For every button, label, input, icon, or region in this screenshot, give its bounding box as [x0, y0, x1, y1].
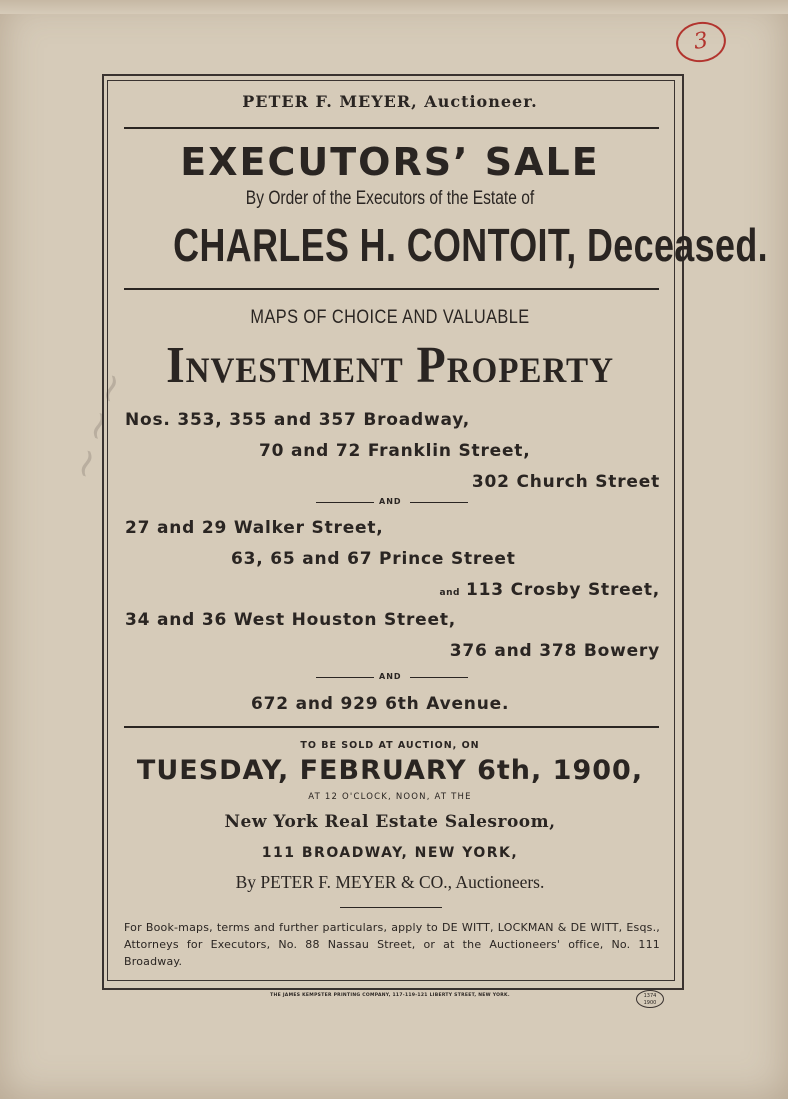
separator-dash-left-2 — [316, 677, 374, 678]
pencil-marginal-note: ~~~ — [59, 359, 140, 487]
property-west-houston: 34 and 36 West Houston Street, — [125, 610, 457, 630]
investment-property-heading: Investment Property — [166, 337, 614, 394]
separator-dash-right-1 — [410, 502, 468, 503]
property-franklin: 70 and 72 Franklin Street, — [259, 441, 531, 461]
estate-name: CHARLES H. CONTOIT, Deceased. — [173, 219, 768, 271]
separator-dash-left-1 — [316, 502, 374, 503]
auctioneer-heading: PETER F. MEYER, Auctioneer. — [242, 92, 538, 111]
property-walker: 27 and 29 Walker Street, — [125, 518, 384, 538]
salesroom-address: 111 BROADWAY, NEW YORK, — [261, 845, 519, 861]
property-crosby-text: 113 Crosby Street, — [465, 580, 660, 600]
printer-imprint: THE JAMES KEMPSTER PRINTING COMPANY, 117-119-121 LIBERTY STREET, NEW YORK. — [270, 993, 510, 998]
rule-estate — [124, 288, 659, 290]
property-crosby — [440, 580, 660, 600]
to-be-sold-line: TO BE SOLD AT AUCTION, ON — [300, 740, 480, 751]
lot-number-circle: 3 — [673, 19, 728, 66]
sale-headline: EXECUTORS’ SALE — [180, 140, 600, 184]
rule-short — [340, 907, 442, 908]
property-prince: 63, 65 and 67 Prince Street — [231, 549, 516, 569]
stamp-bottom: 1900 — [643, 1000, 657, 1006]
rule-auction — [124, 726, 659, 728]
rule-top — [124, 127, 659, 129]
by-order-line: By Order of the Executors of the Estate of — [245, 188, 535, 209]
and-separator-1: AND — [379, 497, 402, 506]
union-stamp — [636, 990, 664, 1008]
salesroom-name: New York Real Estate Salesroom, — [224, 812, 556, 832]
auction-date: TUESDAY, FEBRUARY 6th, 1900, — [136, 755, 644, 786]
auction-time: AT 12 O'CLOCK, NOON, AT THE — [308, 792, 472, 802]
separator-dash-right-2 — [410, 677, 468, 678]
and-separator-2: AND — [379, 672, 402, 681]
property-church: 302 Church Street — [471, 472, 660, 492]
property-sixth-avenue: 672 and 929 6th Avenue. — [251, 694, 510, 714]
property-broadway: Nos. 353, 355 and 357 Broadway, — [125, 410, 471, 430]
auctioneers-line: By PETER F. MEYER & CO., Auctioneers. — [235, 872, 545, 892]
property-bowery: 376 and 378 Bowery — [449, 641, 660, 661]
maps-heading: MAPS OF CHOICE AND VALUABLE — [250, 307, 530, 328]
and-prefix: and — [439, 588, 460, 598]
torn-top-edge — [0, 0, 788, 14]
stamp-top: 1374 — [643, 993, 657, 999]
particulars-note: For Book-maps, terms and further particulars, apply to DE WITT, LOCKMAN & DE WITT, Esqs., Attorneys for Executors, No. 88 Nassau Street, or at the Auctioneers' office, No. 111 Broadway. — [124, 921, 660, 968]
